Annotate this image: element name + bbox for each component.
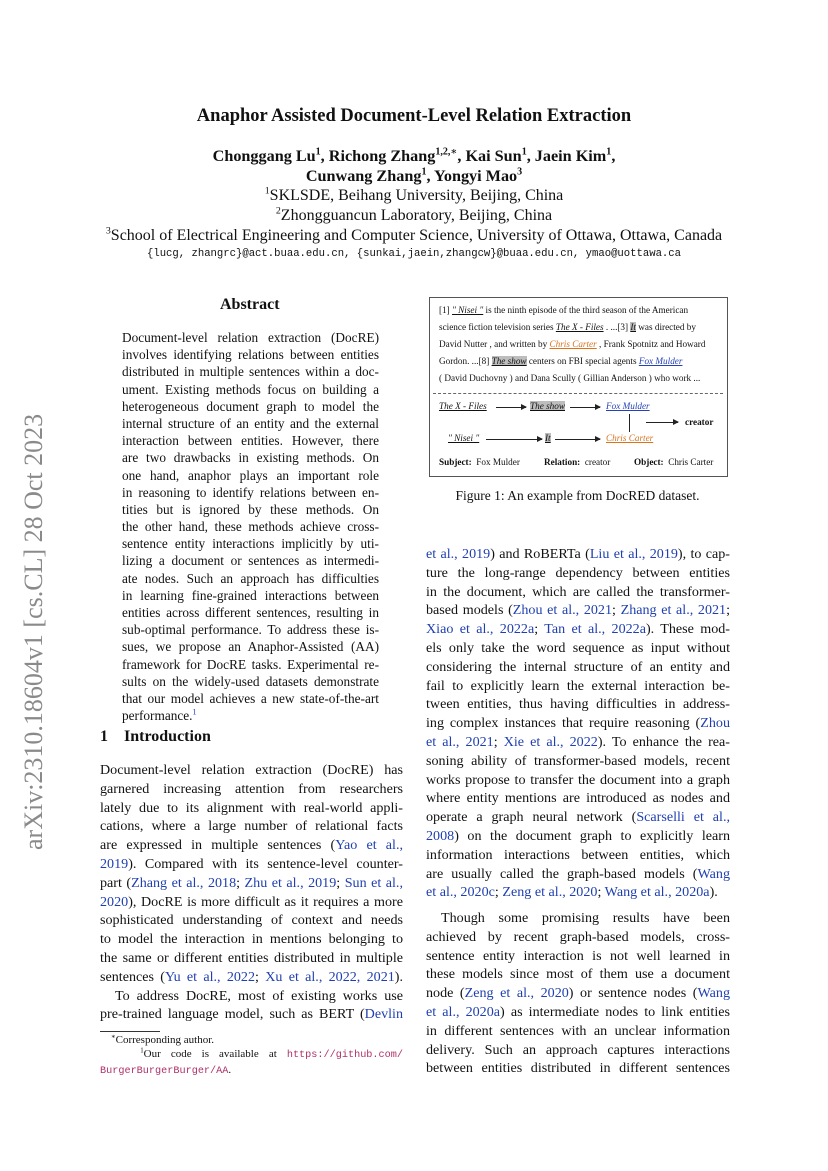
text-line: [100, 893, 403, 912]
citation-link[interactable]: Zeng et al., 2020: [502, 884, 598, 901]
text-span: garnered increasing attention from researchers: [100, 780, 403, 797]
text-line: [100, 911, 403, 930]
text-span: ;: [236, 874, 245, 891]
node-fox-mulder: Fox Mulder: [606, 401, 650, 411]
citation-link[interactable]: Sun et al.,: [344, 874, 403, 891]
abstract-line: that our model achieves a new state-of-the-art: [122, 690, 379, 706]
text-span: achieved by recent graph-based models, cross-: [426, 928, 730, 945]
abstract-line: one hand, anaphor plays an important role: [122, 467, 379, 483]
text-line: [426, 1022, 730, 1041]
text-span: To address DocRE, most of existing works use: [115, 987, 403, 1004]
text-line: [426, 771, 730, 790]
text-line: [426, 545, 730, 564]
object-value: Chris Carter: [668, 457, 714, 467]
footnote-text: .: [228, 1064, 232, 1076]
abstract-line: lizing a document or sentences as intermedi-: [122, 553, 379, 569]
text-line: [426, 909, 730, 928]
author-affiliation-mark: 1: [421, 166, 427, 178]
abstract-line: in learning fine-grained interactions between: [122, 587, 379, 603]
node-it: It: [545, 433, 551, 443]
text-line: [426, 695, 730, 714]
text-span: ). Compared with its sentence-level counter-: [128, 855, 403, 872]
citation-link[interactable]: Zhang et al., 2018: [131, 874, 237, 891]
abstract-line: are two drawbacks in existing methods. On: [122, 450, 379, 466]
figure-relation: [544, 457, 610, 467]
author-affiliation-mark: 3: [517, 166, 523, 178]
text-span: operate a graph neural network (: [426, 809, 637, 826]
text-span: sophisticated understanding of context and needs: [100, 912, 403, 929]
section-number: 1: [100, 728, 108, 745]
excerpt-line: David Nutter , and written by Chris Carter , Frank Spotnitz and Howard: [439, 339, 706, 349]
figure-divider: [433, 393, 723, 394]
abstract-line: sues, we propose an Anaphor-Assisted (AA): [122, 639, 379, 655]
citation-link[interactable]: Zhang et al., 2021: [620, 602, 727, 619]
arxiv-identifier-text: arXiv:2310.18604v1 [cs.CL] 28 Oct 2023: [19, 413, 48, 850]
text-span: els only take the word sequence as input without: [426, 639, 730, 656]
affiliation-text: Zhongguancun Laboratory, Beijing, China: [280, 207, 553, 224]
text-span: considering the internal structure of an entity and: [426, 658, 730, 675]
text-span: pre-trained language model, such as BERT (: [100, 1006, 365, 1023]
citation-link[interactable]: Zhu et al., 2019: [244, 874, 337, 891]
text-line: [426, 1059, 730, 1078]
text-line: [100, 874, 403, 893]
node-nisei: " Nisei ": [448, 433, 480, 443]
citation-link[interactable]: 2019: [100, 855, 129, 872]
figure-caption: Figure 1: An example from DocRED dataset.: [455, 488, 700, 503]
citation-link[interactable]: Liu et al., 2019: [589, 546, 678, 562]
text-line: [426, 620, 730, 639]
author-name: Yongyi Mao: [433, 167, 518, 185]
abstract-line: sults on the widely-used datasets demonstrate: [122, 673, 379, 689]
text-span: works propose to transfer the document into a graph: [426, 771, 730, 788]
citation-link[interactable]: Zeng et al., 2020: [464, 985, 569, 1002]
text-line: [426, 714, 730, 733]
text-span: in different sentences with an unclear information: [426, 1022, 730, 1039]
footnote-mark: 1: [192, 707, 197, 717]
affiliation-3: [0, 227, 828, 245]
citation-link[interactable]: 2008: [426, 827, 455, 844]
edge-vertical-arrow: [629, 414, 630, 432]
text-span: ) as intermediate nodes to link entities: [500, 1003, 730, 1020]
excerpt-line: [1] " Nisei " is the ninth episode of the third season of the American: [439, 305, 689, 315]
text-span: where entity mentions are introduced as nodes and: [426, 790, 730, 807]
abstract-line: Document-level relation extraction (DocRE): [122, 330, 379, 345]
text-line: [100, 799, 403, 818]
text-line: [100, 930, 403, 949]
text-span: ;: [493, 733, 504, 750]
text-line: [426, 658, 730, 677]
abstract-line: sentence entity interactions implicitly by uti-: [122, 536, 379, 552]
text-span: fail to explicitly learn the external interaction be-: [426, 677, 730, 694]
text-span: ).: [709, 884, 718, 901]
edge-arrow: [496, 407, 526, 408]
paper-title: Anaphor Assisted Document-Level Relation Extraction: [196, 106, 632, 126]
code-url-link[interactable]: https://github.com/: [286, 1050, 403, 1061]
footnote-mark: ∗: [111, 1033, 116, 1041]
section-title: Introduction: [124, 728, 211, 745]
text-line: [426, 583, 730, 602]
text-span: the same or different entities distributed in multiple: [100, 949, 403, 966]
text-span: ), DocRE is more difficult as it requires a more: [128, 893, 403, 910]
text-line: [426, 965, 730, 984]
text-span: ture the long-range dependency between entities: [426, 564, 730, 581]
text-span: ing complex instances that require reasoning (: [426, 715, 701, 732]
abstract-line: involves identifying relations between entities: [122, 347, 379, 363]
text-span: ) on the document graph to explicitly learn: [454, 827, 730, 844]
text-span: ;: [612, 602, 621, 619]
abstract-line: performance.$^1$: [122, 707, 197, 724]
citation-link[interactable]: Scarselli et al.,: [636, 809, 730, 826]
figure-object: [634, 457, 713, 467]
affiliation-text: SKLSDE, Beihang University, Beijing, China: [269, 187, 564, 204]
abstract-line: the other hand, these methods achieve cross-: [122, 519, 379, 535]
abstract-line: interaction between entities. However, there: [122, 433, 379, 449]
citation-link[interactable]: Tan et al., 2022a: [544, 621, 646, 638]
text-line: [426, 865, 730, 884]
author-emails: {lucg, zhangrc}@act.buaa.edu.cn, {sunkai,jaein,zhangcw}@buaa.edu.cn, ymao@uottawa.ca: [146, 248, 681, 260]
arxiv-identifier: [2, 360, 52, 860]
figure-document-excerpt: [439, 302, 721, 387]
node-the-show: The show: [530, 401, 565, 411]
affiliation-mark: 1: [264, 185, 270, 197]
citation-link[interactable]: Zhou et al., 2021: [512, 602, 613, 619]
abstract-line: sub-optimal performance. To address these is-: [122, 622, 379, 638]
anaphor-the-show: The show: [491, 356, 527, 366]
text-line: [426, 808, 730, 827]
text-span: ;: [494, 884, 503, 901]
abstract-line: tities but is ignored by these methods. On: [122, 501, 379, 517]
citation-link[interactable]: et al., 2020a: [426, 1003, 501, 1020]
right-column-paragraph-1: [426, 545, 730, 902]
text-span: delivery. Such an approach captures interactions: [426, 1041, 730, 1058]
abstract-line: entities across different sentences, resulting in: [122, 605, 379, 620]
abstract-body: [122, 329, 379, 724]
footnote-rule: [100, 1031, 160, 1032]
text-span: ) and RoBERTa (: [490, 546, 590, 562]
text-span: are expressed in multiple sentences (: [100, 837, 336, 854]
text-line: [100, 855, 403, 874]
text-span: Though some promising results have been: [441, 910, 730, 926]
abstract-line: ument. Existing methods focus on building a: [122, 381, 379, 397]
affiliation-2: [0, 207, 828, 225]
author-name: Richong Zhang: [328, 147, 436, 165]
citation-link[interactable]: et al., 2019: [426, 546, 491, 562]
abstract-heading: Abstract: [220, 296, 280, 313]
author-name: Cunwang Zhang: [305, 167, 422, 185]
entity-chris-carter: Chris Carter: [549, 339, 597, 349]
text-line: [426, 883, 730, 902]
relation-label: Relation:: [544, 457, 581, 467]
footnote-text: Corresponding author.: [115, 1034, 215, 1046]
edge-arrow: [555, 439, 600, 440]
citation-link[interactable]: et al., 2021: [426, 733, 494, 750]
node-x-files: The X - Files: [439, 401, 487, 411]
abstract-line: internal structure of an entity and the external: [122, 415, 379, 431]
object-label: Object:: [634, 457, 664, 467]
footnote-text: Our code is available at: [143, 1048, 277, 1060]
citation-link[interactable]: Yao et al.,: [335, 837, 403, 854]
text-span: part (: [100, 874, 132, 891]
text-line: [426, 639, 730, 658]
abstract-line: heterogeneous document graph to model the: [122, 398, 379, 414]
citation-link[interactable]: Wang: [697, 985, 731, 1002]
abstract-line: distributed in multiple sentences within a doc-: [122, 364, 379, 380]
text-span: ) or sentence nodes (: [568, 985, 698, 1002]
citation-link[interactable]: Wang et al., 2020a: [604, 884, 710, 901]
author-affiliation-mark: 1: [606, 146, 612, 158]
text-span: soning ability of transformer-based models, recent: [426, 752, 730, 769]
right-column-paragraph-2: [426, 909, 730, 1078]
text-span: information interactions between entities, which: [426, 846, 730, 863]
edge-arrow: [486, 439, 542, 440]
citation-link[interactable]: et al., 2020c: [426, 884, 495, 901]
edge-arrow: [570, 407, 600, 408]
affiliation-1: [0, 187, 828, 205]
text-span: cations, where a large number of relational facts: [100, 818, 403, 835]
text-span: based models (: [426, 602, 513, 619]
text-span: between entities distributed in different sentences: [426, 1060, 730, 1077]
citation-link[interactable]: Devlin: [364, 1006, 403, 1023]
author-name: Chonggang Lu: [212, 147, 316, 165]
subject-label: Subject:: [439, 457, 472, 467]
text-line: [100, 780, 403, 799]
relation-value: creator: [584, 457, 611, 467]
text-span: Document-level relation extraction (DocRE) has: [100, 762, 403, 778]
entity-fox-mulder: Fox Mulder: [638, 356, 683, 366]
subject-value: Fox Mulder: [476, 457, 520, 467]
text-line: [100, 968, 403, 987]
text-line: [426, 984, 730, 1003]
code-url-link-continued[interactable]: BurgerBurgerBurger/AA: [100, 1066, 229, 1077]
text-span: lately due to its alignment with real-world appli-: [100, 799, 403, 816]
text-line: [426, 846, 730, 865]
text-line: [426, 677, 730, 696]
text-line: [426, 1041, 730, 1060]
affiliation-mark: 2: [275, 205, 281, 217]
text-line: [426, 752, 730, 771]
text-span: sentences (: [100, 968, 165, 985]
text-line: [426, 733, 730, 752]
footnote-code: [100, 1047, 403, 1079]
affiliation-mark: 3: [105, 225, 111, 237]
text-line: [100, 836, 403, 855]
author-affiliation-mark: 1: [315, 146, 321, 158]
text-line: [426, 1003, 730, 1022]
author-affiliation-mark: 1,2,∗: [435, 146, 458, 158]
text-line: [426, 928, 730, 947]
figure-1: [429, 297, 728, 477]
text-line: [100, 761, 403, 780]
text-line: [100, 1005, 403, 1024]
text-span: in the document, which are called the transformer-: [426, 583, 730, 600]
citation-link[interactable]: Xie et al., 2022: [503, 733, 598, 750]
text-span: ;: [726, 602, 731, 619]
footnote-corresponding: [100, 1033, 403, 1047]
anaphor-it: It: [630, 322, 636, 332]
text-span: tween entities, thus having difficulties in address-: [426, 696, 730, 713]
excerpt-line: Gordon. ...[8] The show centers on FBI special agents Fox Mulder: [439, 356, 683, 366]
excerpt-line: ( David Duchovny ) and Dana Scully ( Gillian Anderson ) who work ...: [439, 373, 701, 383]
citation-link[interactable]: Zhou: [700, 715, 730, 732]
text-line: [100, 987, 403, 1006]
text-span: are usually called the graph-based models (: [426, 865, 698, 882]
left-column-text: [100, 761, 403, 1024]
abstract-line: ate nodes. Such an approach has difficulties: [122, 570, 379, 586]
text-span: ).: [394, 968, 404, 985]
author-name: Kai Sun: [465, 147, 522, 165]
text-line: [426, 827, 730, 846]
text-span: ), to cap-: [677, 546, 730, 562]
author-affiliation-mark: 1: [521, 146, 527, 158]
citation-link[interactable]: Xiao et al., 2022a: [426, 621, 535, 638]
text-line: [426, 947, 730, 966]
relation-creator-label: creator: [685, 417, 714, 427]
citation-link[interactable]: 2020: [100, 893, 129, 910]
text-line: [100, 817, 403, 836]
entity-x-files: The X - Files: [555, 322, 604, 332]
author-list-line-2: Cunwang Zhang$^1$, Yongyi Mao$^3$: [305, 166, 523, 185]
text-span: these models since most of them use a document: [426, 966, 730, 983]
text-span: sentence entity interaction is not well learned in: [426, 947, 730, 964]
author-list-line-1: Chonggang Lu$^1$, Richong Zhang$^{1,2,∗}$, Kai Sun$^1$, Jaein Kim$^1$,: [212, 146, 616, 165]
text-span: ). These mod-: [645, 621, 730, 638]
entity-nisei: " Nisei ": [452, 305, 484, 315]
citation-link[interactable]: Xu et al., 2022, 2021: [265, 968, 395, 985]
citation-link[interactable]: Wang: [697, 865, 730, 882]
footnote-mark: 1: [140, 1047, 144, 1055]
text-span: ;: [255, 968, 266, 985]
author-name: Jaein Kim: [534, 147, 607, 165]
figure-subject: [439, 457, 520, 467]
citation-link[interactable]: Yu et al., 2022: [164, 968, 256, 985]
edge-arrow: [646, 422, 678, 423]
text-line: [426, 564, 730, 583]
affiliation-text: School of Electrical Engineering and Computer Science, University of Ottawa, Ottawa, Canada: [110, 227, 723, 244]
text-span: ;: [597, 884, 605, 901]
text-span: node (: [426, 985, 465, 1002]
text-line: [426, 789, 730, 808]
text-span: ;: [534, 621, 545, 638]
text-line: [100, 949, 403, 968]
excerpt-line: science fiction television series The X - Files . ...[3] It was directed by: [439, 322, 696, 332]
text-span: to model the interaction in mentions belonging to: [100, 931, 403, 948]
text-span: ;: [336, 874, 345, 891]
node-chris-carter: Chris Carter: [606, 433, 654, 443]
section-heading: [100, 728, 211, 746]
abstract-line: in reasoning to identify relations between en-: [122, 484, 379, 500]
text-line: [426, 601, 730, 620]
abstract-line: framework for DocRE tasks. Experimental re-: [122, 656, 379, 672]
text-span: ). To enhance the rea-: [597, 733, 730, 750]
